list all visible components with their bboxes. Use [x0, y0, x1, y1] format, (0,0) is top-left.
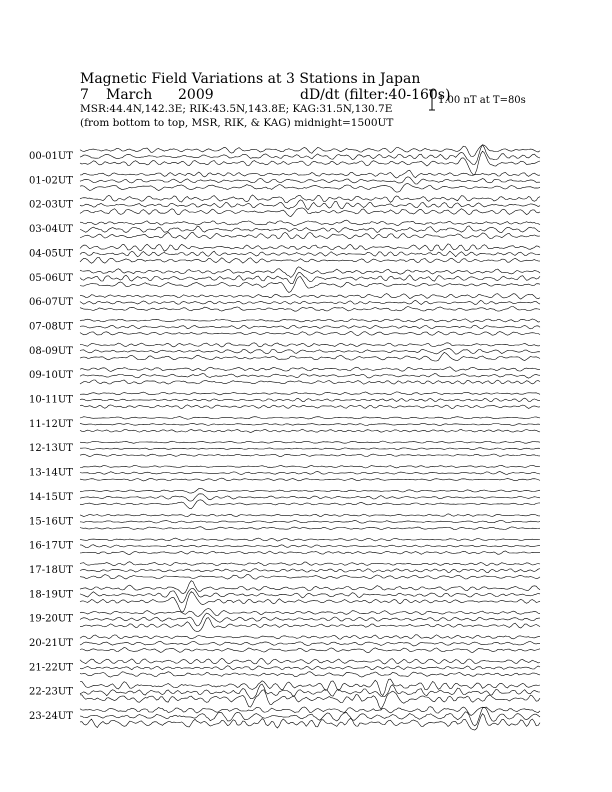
hour-label: 17-18UT: [29, 564, 73, 576]
station-trace: [80, 398, 540, 402]
station-trace: [80, 679, 540, 696]
hour-label: 10-11UT: [29, 394, 73, 406]
station-trace: [80, 538, 540, 541]
station-trace: [80, 273, 540, 284]
station-trace: [80, 405, 540, 409]
hour-label: 14-15UT: [29, 491, 73, 503]
station-trace: [80, 343, 540, 347]
hour-label: 11-12UT: [29, 418, 73, 430]
station-trace: [80, 592, 540, 613]
station-trace: [80, 300, 540, 304]
station-trace: [80, 575, 540, 580]
station-trace: [80, 257, 540, 263]
station-trace: [80, 177, 540, 184]
station-trace: [80, 423, 540, 425]
station-trace: [80, 441, 540, 443]
station-trace: [80, 200, 540, 210]
station-trace: [80, 367, 540, 372]
station-trace: [80, 183, 540, 192]
hour-label: 19-20UT: [29, 613, 73, 625]
station-trace: [80, 635, 540, 639]
station-trace: [80, 145, 540, 165]
station-trace: [80, 374, 540, 379]
hour-label: 05-06UT: [29, 272, 73, 284]
chart-title: Magnetic Field Variations at 3 Stations in Japan: [80, 71, 421, 87]
quantity-label: dD/dt (filter:40-160s): [300, 87, 451, 103]
station-trace: [80, 208, 540, 217]
station-trace: [80, 489, 540, 494]
station-trace: [80, 448, 540, 450]
station-trace: [80, 609, 540, 617]
station-trace: [80, 277, 540, 293]
hour-label: 12-13UT: [29, 443, 73, 455]
station-trace: [80, 666, 540, 670]
station-trace: [80, 545, 540, 548]
hour-label: 01-02UT: [29, 175, 73, 187]
hour-label: 21-22UT: [29, 662, 73, 674]
station-trace: [80, 332, 540, 336]
station-trace: [80, 380, 540, 384]
station-trace: [80, 648, 540, 653]
station-trace: [80, 325, 540, 329]
station-trace: [80, 429, 540, 432]
station-trace: [80, 707, 540, 726]
station-trace: [80, 581, 540, 594]
hour-label: 15-16UT: [29, 516, 73, 528]
hour-label: 22-23UT: [29, 686, 73, 698]
station-trace: [80, 569, 540, 573]
date-year: 2009: [178, 87, 214, 103]
hour-label: 04-05UT: [29, 248, 73, 260]
hour-label: 00-01UT: [29, 151, 73, 162]
station-trace: [80, 417, 540, 420]
station-trace: [80, 465, 540, 468]
hour-label: 09-10UT: [29, 370, 73, 382]
station-trace: [80, 251, 540, 257]
station-trace: [80, 641, 540, 646]
station-trace: [80, 714, 540, 730]
station-trace: [80, 551, 540, 555]
station-trace: [80, 145, 540, 157]
hour-label: 16-17UT: [29, 540, 73, 552]
station-trace: [80, 294, 540, 300]
station-trace: [80, 562, 540, 566]
date-day: 7: [80, 87, 89, 103]
station-trace: [80, 306, 540, 311]
hour-label: 23-24UT: [29, 711, 73, 723]
station-trace: [80, 392, 540, 395]
station-trace: [80, 494, 540, 501]
hour-label: 20-21UT: [29, 638, 73, 649]
station-trace: [80, 220, 540, 226]
hour-label: 06-07UT: [29, 297, 73, 309]
hour-label: 18-19UT: [29, 589, 73, 601]
hour-label: 07-08UT: [29, 321, 73, 333]
station-trace: [80, 349, 540, 355]
station-trace: [80, 226, 540, 233]
station-trace: [80, 527, 540, 530]
hour-label: 13-14UT: [29, 467, 73, 479]
station-trace: [80, 352, 540, 361]
station-trace: [80, 454, 540, 457]
station-trace: [80, 658, 540, 664]
station-trace: [80, 500, 540, 509]
date-month: March: [106, 87, 153, 103]
station-trace: [80, 472, 540, 475]
station-trace: [80, 267, 540, 278]
station-trace: [80, 521, 540, 524]
station-order-note: (from bottom to top, MSR, RIK, & KAG) midnight=1500UT: [80, 117, 394, 129]
hour-label: 03-04UT: [29, 224, 73, 236]
station-trace: [80, 707, 540, 716]
stations-info: MSR:44.4N,142.3E; RIK:43.5N,143.8E; KAG:31.5N,130.7E: [80, 103, 393, 115]
station-trace: [80, 478, 540, 481]
hour-label: 02-03UT: [29, 199, 73, 211]
hour-label: 08-09UT: [29, 345, 73, 357]
station-trace: [80, 672, 540, 677]
station-trace: [80, 195, 540, 203]
station-trace: [80, 514, 540, 517]
station-trace: [80, 232, 540, 239]
station-trace: [80, 613, 540, 626]
station-trace: [80, 244, 540, 251]
scale-label: 1.00 nT at T=80s: [438, 95, 526, 106]
station-trace: [80, 319, 540, 323]
